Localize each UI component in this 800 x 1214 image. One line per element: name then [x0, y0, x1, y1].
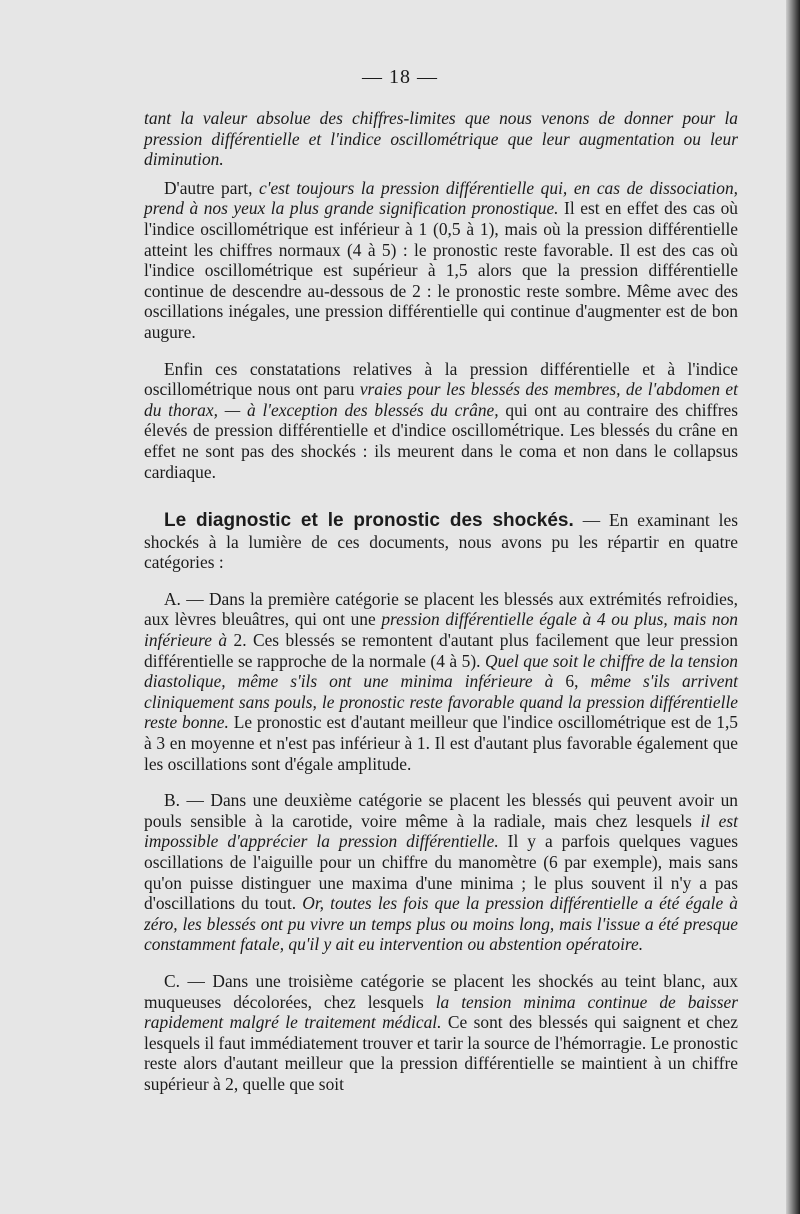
paragraph-category-c: C. — Dans une troisième catégorie se placent les shockés au teint blanc, aux muqueuses décolorées, chez lesquels la tension minima continue de baisser rapidement malgré le traitement médical. Ce sont des blessés qui saignent et chez lesquels il faut immédiatement trouver et tarir la source de l'hémorragie. Le pronostic reste alors d'autant meilleur que la pression différentielle se maintient à un chiffre supérieur à 2, quelle que soit: [144, 970, 738, 1094]
paragraph-continuation: tant la valeur absolue des chiffres-limites que nous venons de donner pour la pression différentielle et l'indice oscillométrique que leur augmentation ou leur diminution.: [144, 108, 738, 170]
page-edge-shadow: [786, 0, 800, 1214]
paragraph-dissociation: D'autre part, c'est toujours la pression différentielle qui, en cas de dissociation, prend à nos yeux la plus grande signification pronostique. Il est en effet des cas où l'indice oscillométrique est inférieur à 1 (0,5 à 1), mais où la pression différentielle atteint les chiffres normaux (4 à 5) : le pronostic reste favorable. Il est des cas où l'indice oscillométrique est supérieur à 1,5 alors que la pression différentielle continue de descendre au-dessous de 2 : le pronostic reste sombre. Même avec des oscillations inégales, une pression différentielle qui continue d'augmenter est de bon augure.: [144, 177, 738, 342]
section-heading-paragraph: Le diagnostic et le pronostic des shockés. — En examinant les shockés à la lumière de ces documents, nous avons pu les répartir en quatre catégories :: [144, 510, 739, 573]
page-number: — 18 —: [362, 66, 438, 88]
paragraph-constatations: Enfin ces constatations relatives à la pression différentielle et à l'indice oscillométrique nous ont paru vraies pour les blessés des membres, de l'abdomen et du thorax, — à l'exception des blessés du crâne, qui ont au contraire des chiffres élevés de pression différentielle et d'indice oscillométrique. Les blessés du crâne en effet ne sont pas des shockés : ils meurent dans le coma et non dans le collapsus cardiaque.: [144, 358, 738, 482]
paragraph-category-a: A. — Dans la première catégorie se placent les blessés aux extrémités refroidies, aux lèvres bleuâtres, qui ont une pression différentielle égale à 4 ou plus, mais non inférieure à 2. Ces blessés se remontent d'autant plus facilement que leur pression différentielle se rapproche de la normale (4 à 5). Quel que soit le chiffre de la tension diastolique, même s'ils ont une minima inférieure à 6, même s'ils arrivent cliniquement sans pouls, le pronostic reste favorable quand la pression différentielle reste bonne. Le pronostic est d'autant meilleur que l'indice oscillométrique est de 1,5 à 3 en moyenne et n'est pas inférieur à 1. Il est d'autant plus favorable également que les oscillations sont d'égale amplitude.: [144, 588, 739, 774]
paragraph-category-b: B. — Dans une deuxième catégorie se placent les blessés qui peuvent avoir un pouls sensible à la carotide, voire même à la radiale, mais chez lesquels il est impossible d'apprécier la pression différentielle. Il y a parfois quelques vagues oscillations de l'aiguille pour un chiffre du manomètre (6 par exemple), mais sans qu'on puisse distinguer une maxima d'une minima ; le plus souvent il n'y a pas d'oscillations du tout. Or, toutes les fois que la pression différentielle a été égale à zéro, les blessés ont pu vivre un temps plus ou moins long, mais l'issue a été presque constamment fatale, qu'il y ait eu intervention ou abstention opératoire.: [144, 790, 738, 955]
section-heading: Le diagnostic et le pronostic des shockés.: [164, 510, 574, 532]
body-text: [144, 108, 738, 1095]
